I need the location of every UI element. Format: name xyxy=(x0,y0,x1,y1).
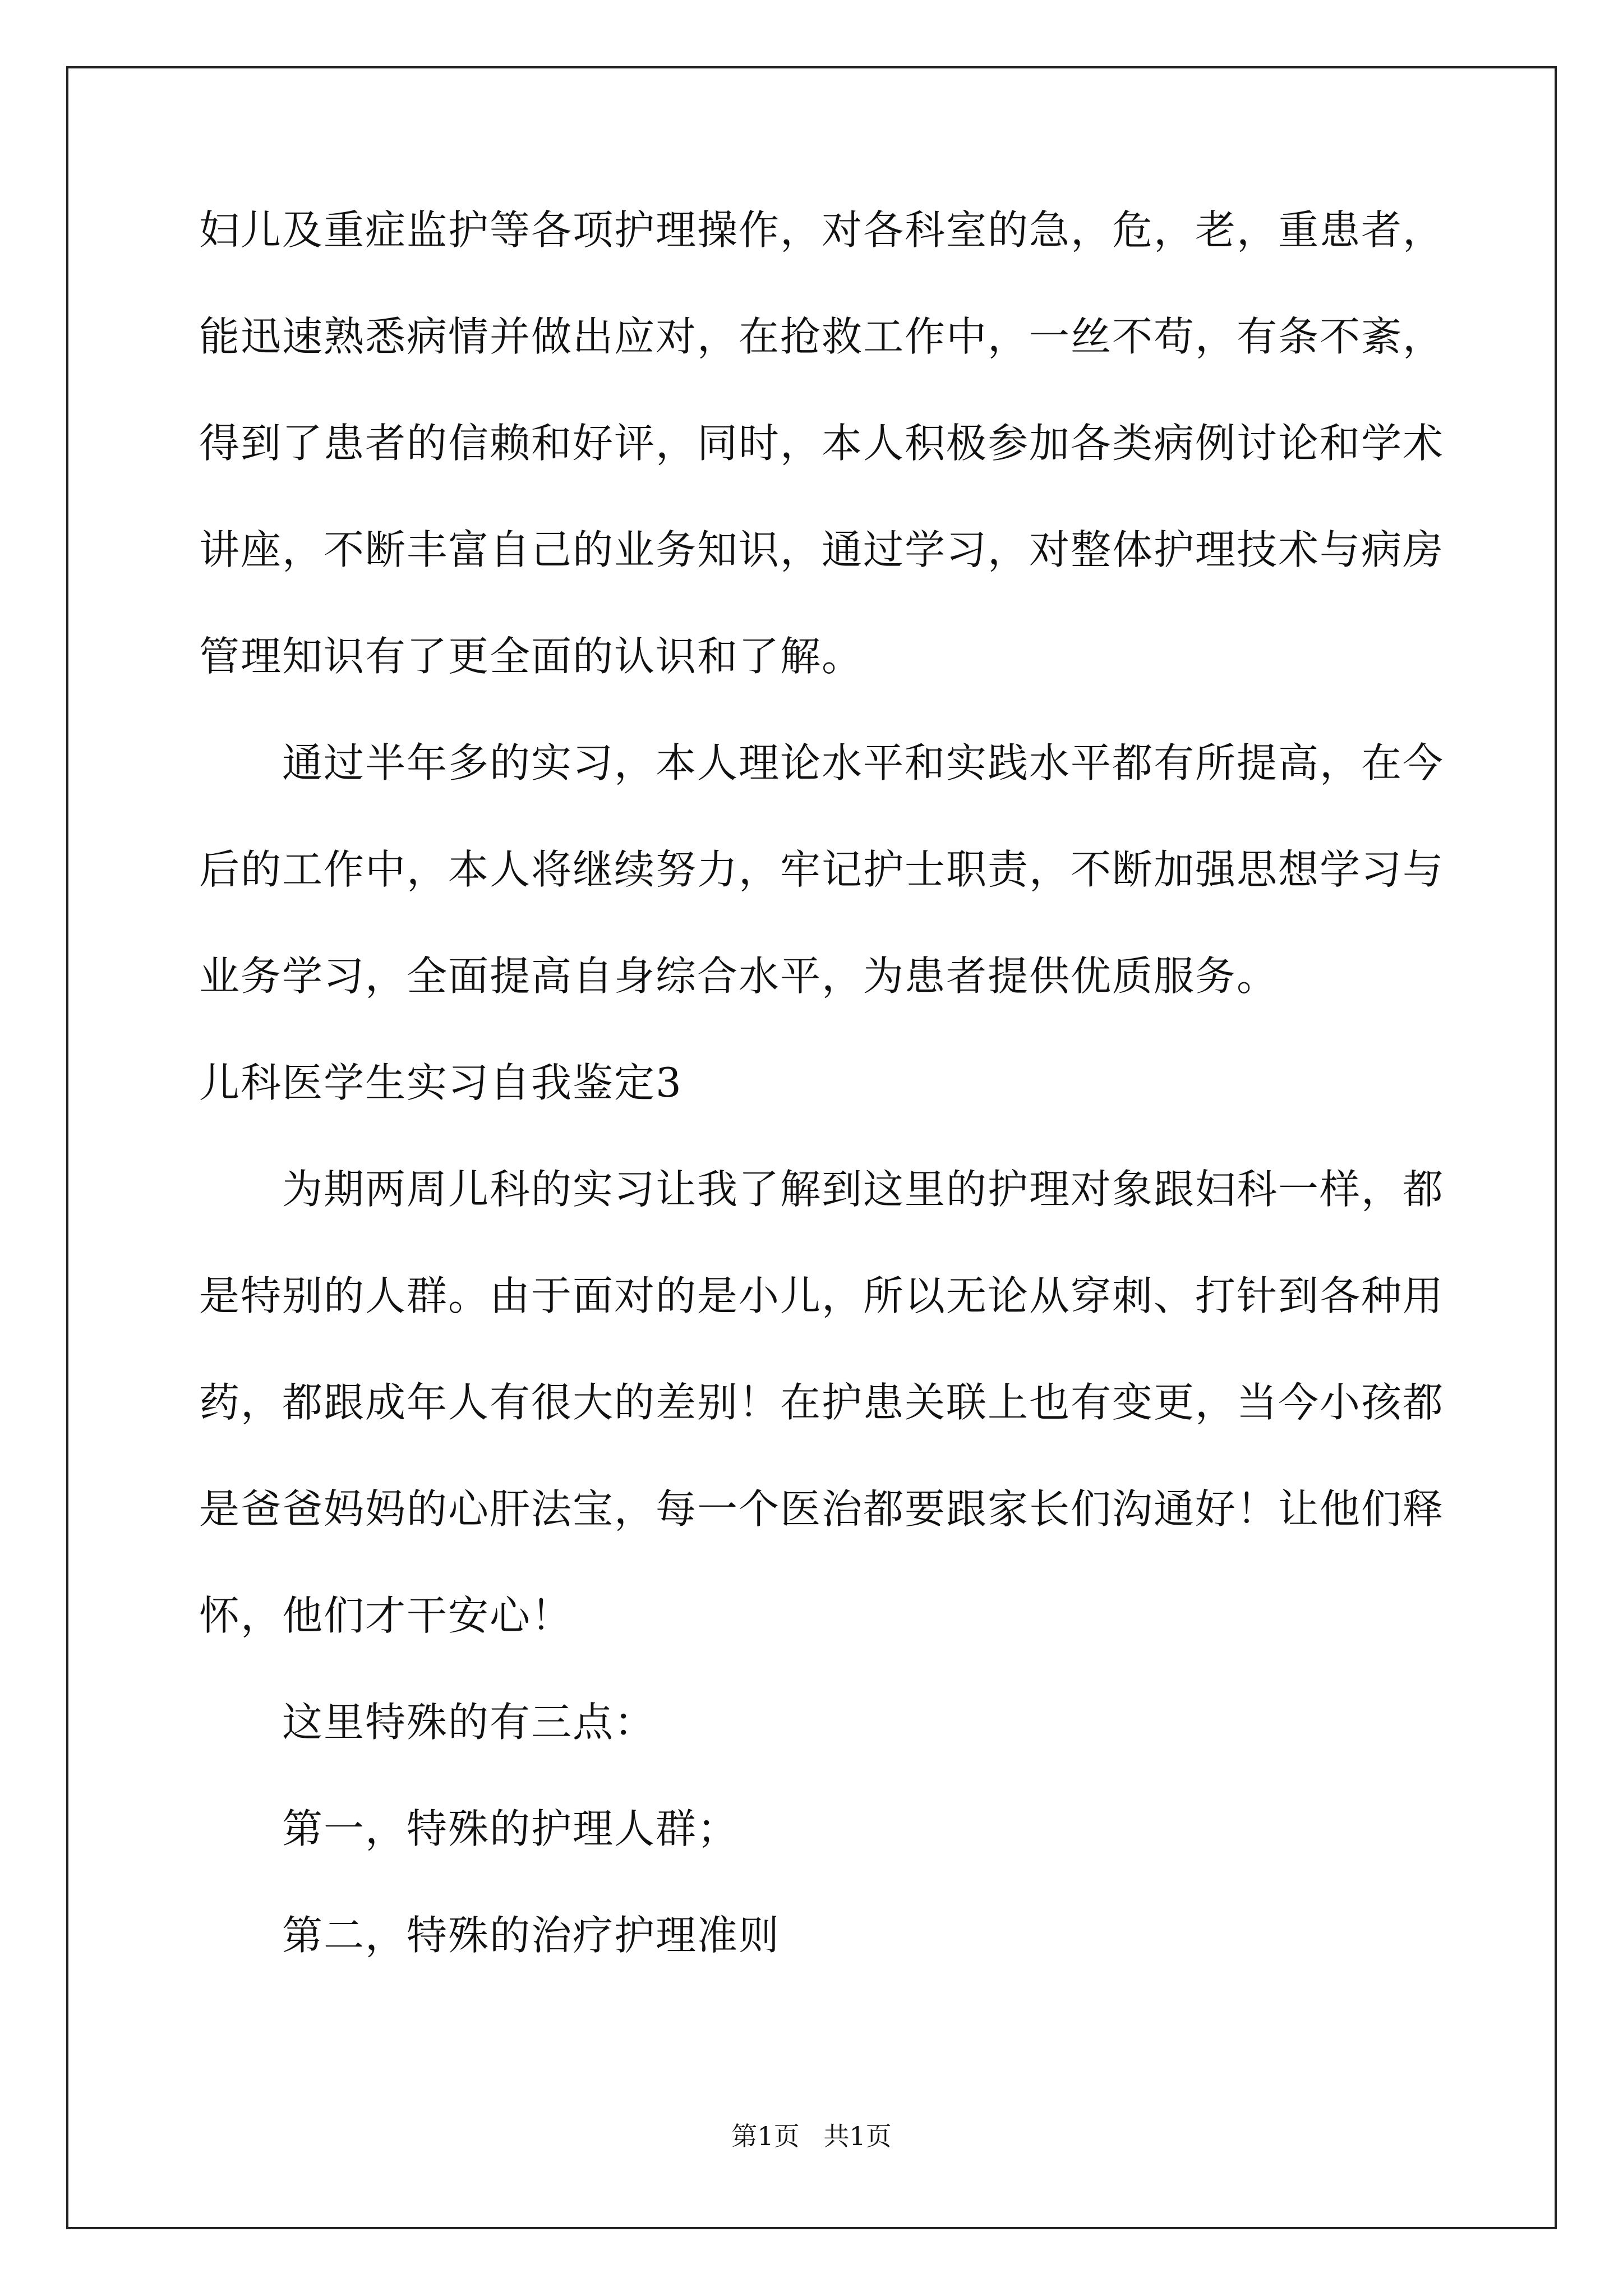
page-footer xyxy=(0,2119,1623,2153)
text-line: 后的工作中，本人将继续努力，牢记护士职责，不断加强思想学习与 xyxy=(199,846,1445,893)
section-heading: 儿科医学生实习自我鉴定3 xyxy=(199,1059,683,1106)
text-line: 业务学习，全面提高自身综合水平，为患者提供优质服务。 xyxy=(199,953,1279,1000)
list-item: 第一，特殊的护理人群； xyxy=(282,1805,739,1852)
page-number-total: 共1页 xyxy=(823,2121,892,2151)
paragraph-first-line: 为期两周儿科的实习让我了解到这里的护理对象跟妇科一样，都 xyxy=(282,1166,1445,1213)
text-line: 怀，他们才干安心！ xyxy=(199,1592,573,1639)
text-line: 管理知识有了更全面的认识和了解。 xyxy=(199,633,864,680)
text-line: 药，都跟成年人有很大的差别！在护患关联上也有变更，当今小孩都 xyxy=(199,1379,1445,1426)
text-line: 是特别的人群。由于面对的是小儿，所以无论从穿刺、打针到各种用 xyxy=(199,1272,1445,1319)
text-line: 是爸爸妈妈的心肝法宝，每一个医治都要跟家长们沟通好！让他们释 xyxy=(199,1485,1445,1533)
page-number-current: 第1页 xyxy=(731,2121,800,2151)
text-line: 讲座，不断丰富自己的业务知识，通过学习，对整体护理技术与病房 xyxy=(199,526,1445,573)
text-line: 妇儿及重症监护等各项护理操作，对各科室的急，危，老，重患者， xyxy=(199,206,1445,254)
paragraph-first-line: 通过半年多的实习，本人理论水平和实践水平都有所提高，在今 xyxy=(282,739,1445,786)
text-line: 得到了患者的信赖和好评，同时，本人积极参加各类病例讨论和学术 xyxy=(199,420,1445,467)
text-line: 能迅速熟悉病情并做出应对，在抢救工作中，一丝不苟，有条不紊， xyxy=(199,313,1445,360)
paragraph-first-line: 这里特殊的有三点： xyxy=(282,1699,656,1746)
list-item: 第二，特殊的治疗护理准则 xyxy=(282,1912,781,1959)
page-border xyxy=(66,66,1557,2229)
